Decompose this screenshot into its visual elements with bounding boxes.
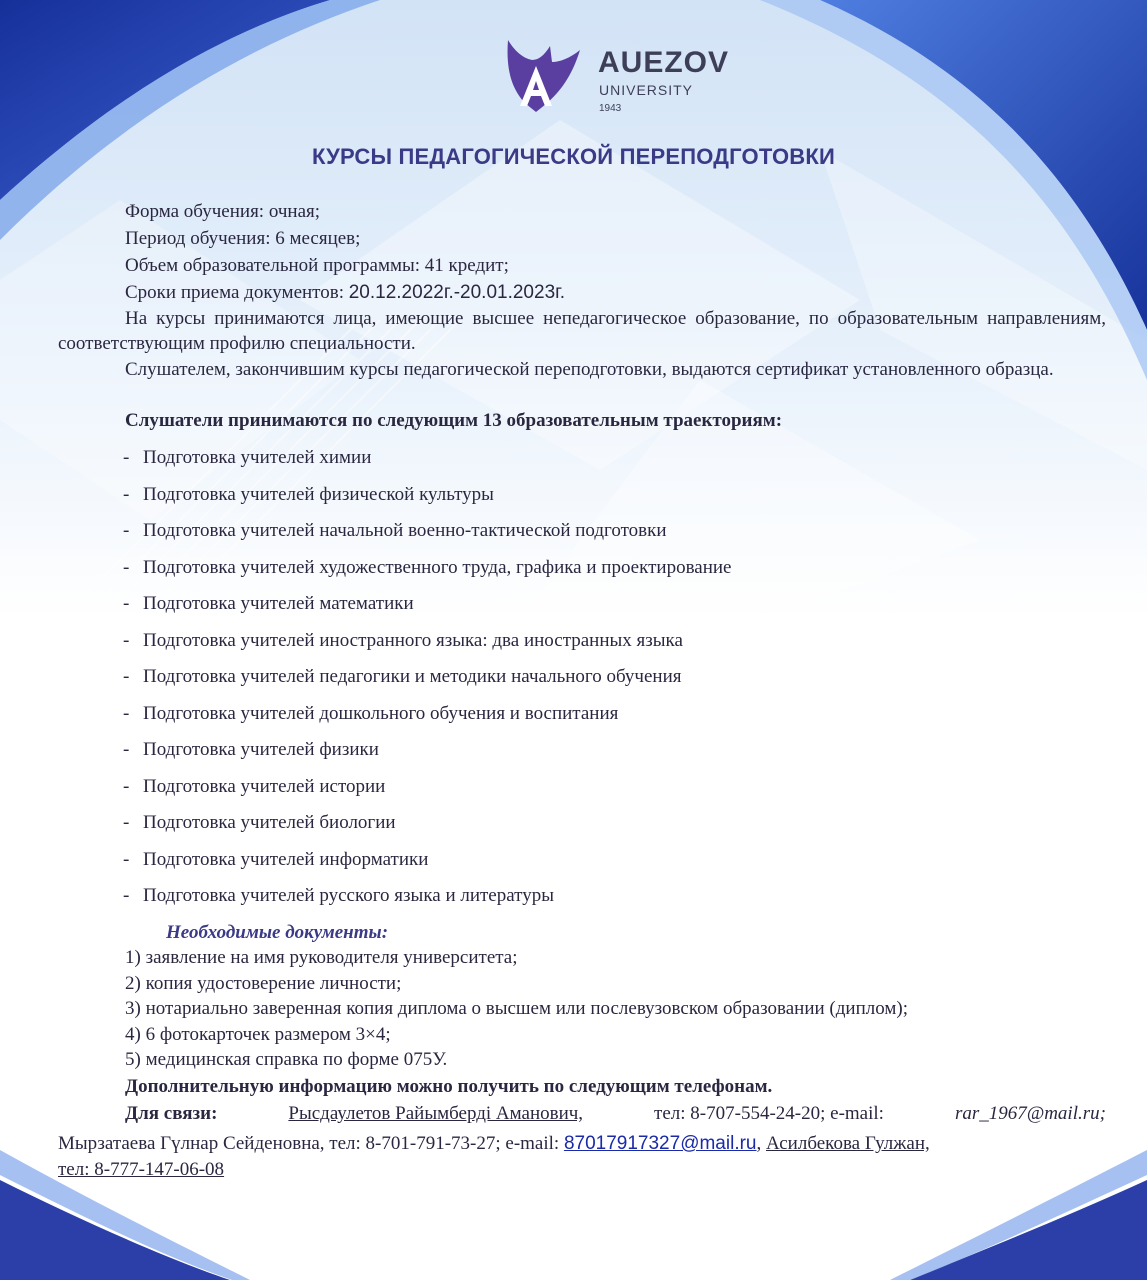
form-line: Форма обучения: очная;	[125, 201, 321, 222]
list-item: - Подготовка учителей педагогики и методики начального обучения	[123, 666, 682, 687]
list-item: - Подготовка учителей художественного труда, графика и проектирование	[123, 557, 732, 578]
certificate-paragraph: Слушателем, закончившим курсы педагогической переподготовки, выдаются сертификат установленного образца.	[125, 359, 1054, 380]
logo-name: AUEZOV	[598, 46, 730, 79]
list-item: - Подготовка учителей физики	[123, 739, 379, 760]
documents-heading: Необходимые документы:	[166, 922, 389, 943]
logo-subtitle: UNIVERSITY	[599, 82, 694, 98]
contact-line-1	[125, 1102, 1106, 1126]
list-item-text: Подготовка учителей физической культуры	[143, 484, 494, 505]
list-item: - Подготовка учителей русского языка и литературы	[123, 885, 555, 906]
document-item	[125, 1048, 447, 1072]
document-item: 3) нотариально заверенная копия диплома о высшем или послевузовском образовании (диплом);	[125, 998, 908, 1019]
list-item-text: Подготовка учителей дошкольного обучения и воспитания	[143, 703, 619, 724]
list-item: - Подготовка учителей иностранного языка: два иностранных языка	[123, 630, 683, 651]
trajectories-heading: Слушатели принимаются по следующим 13 образовательным траекториям:	[125, 410, 783, 431]
university-logo	[500, 36, 740, 116]
more-info-line: Дополнительную информацию можно получить по следующим телефонам.	[125, 1076, 773, 1097]
document-item: 4) 6 фотокарточек размером 3×4;	[125, 1024, 391, 1045]
list-item-text: Подготовка учителей химии	[143, 447, 372, 468]
period-line: Период обучения: 6 месяцев;	[125, 228, 361, 249]
contact-person-3: Асилбекова Гулжан,	[766, 1133, 930, 1154]
list-item: - Подготовка учителей химии	[123, 447, 372, 468]
list-item-text: Подготовка учителей начальной военно-тактической подготовки	[143, 520, 667, 541]
contact-person-3-phone: тел: 8-777-147-06-08	[58, 1159, 225, 1180]
list-item: - Подготовка учителей истории	[123, 776, 386, 797]
list-item-text: Подготовка учителей педагогики и методики начального обучения	[143, 666, 682, 687]
contact-person-2-email-link[interactable]: 87017917327@mail.ru	[563, 1133, 757, 1154]
list-item: - Подготовка учителей дошкольного обучения и воспитания	[123, 703, 619, 724]
contact-person-1-phone: тел: 8-707-554-24-20; e-mail:	[654, 1103, 884, 1124]
list-item-text: Подготовка учителей биологии	[143, 812, 396, 833]
document-item: 2) копия удостоверение личности;	[125, 973, 402, 994]
list-item: - Подготовка учителей математики	[123, 593, 414, 614]
document-form-number: 075У.	[403, 1049, 448, 1070]
list-item-text: Подготовка учителей художественного труда, графика и проектирование	[143, 557, 732, 578]
list-item: - Подготовка учителей физической культуры	[123, 484, 494, 505]
list-item: - Подготовка учителей информатики	[123, 849, 429, 870]
list-item: - Подготовка учителей начальной военно-тактической подготовки	[123, 520, 667, 541]
document-item-text: 5) медицинская справка по форме	[125, 1049, 404, 1070]
contact-person-1-email[interactable]: rar_1967@mail.ru;	[954, 1103, 1106, 1124]
document-item: 1) заявление на имя руководителя университета;	[125, 947, 518, 968]
list-item-text: Подготовка учителей иностранного языка: два иностранных языка	[143, 630, 683, 651]
list-item-text: Подготовка учителей русского языка и литературы	[143, 885, 555, 906]
list-item-text: Подготовка учителей информатики	[143, 849, 429, 870]
logo-year: 1943	[599, 103, 622, 114]
logo-emblem-icon	[500, 36, 586, 116]
list-item-text: Подготовка учителей математики	[143, 593, 414, 614]
contact-label: Для связи:	[125, 1103, 218, 1124]
list-item-text: Подготовка учителей истории	[143, 776, 386, 797]
contact-separator: ,	[756, 1133, 766, 1154]
deadline-label: Сроки приема документов:	[125, 282, 349, 303]
deadline-dates: 20.12.2022г.-20.01.2023г.	[348, 282, 566, 303]
contact-person-2: Мырзатаева Гүлнар Сейденовна, тел: 8-701-791-73-27; e-mail:	[58, 1133, 564, 1154]
list-item: - Подготовка учителей биологии	[123, 812, 396, 833]
list-item-text: Подготовка учителей физики	[143, 739, 379, 760]
contact-person-1: Рысдаулетов Райымберді Аманович,	[288, 1103, 584, 1124]
admission-paragraph: На курсы принимаются лица, имеющие высшее непедагогическое образование, по образовательным направлениям, соответствующим профилю специальности.	[58, 308, 1106, 354]
contact-line-2	[58, 1132, 930, 1156]
deadline-line	[125, 281, 565, 305]
page-title: КУРСЫ ПЕДАГОГИЧЕСКОЙ ПЕРЕПОДГОТОВКИ	[311, 144, 835, 169]
volume-line: Объем образовательной программы: 41 кредит;	[125, 255, 509, 276]
